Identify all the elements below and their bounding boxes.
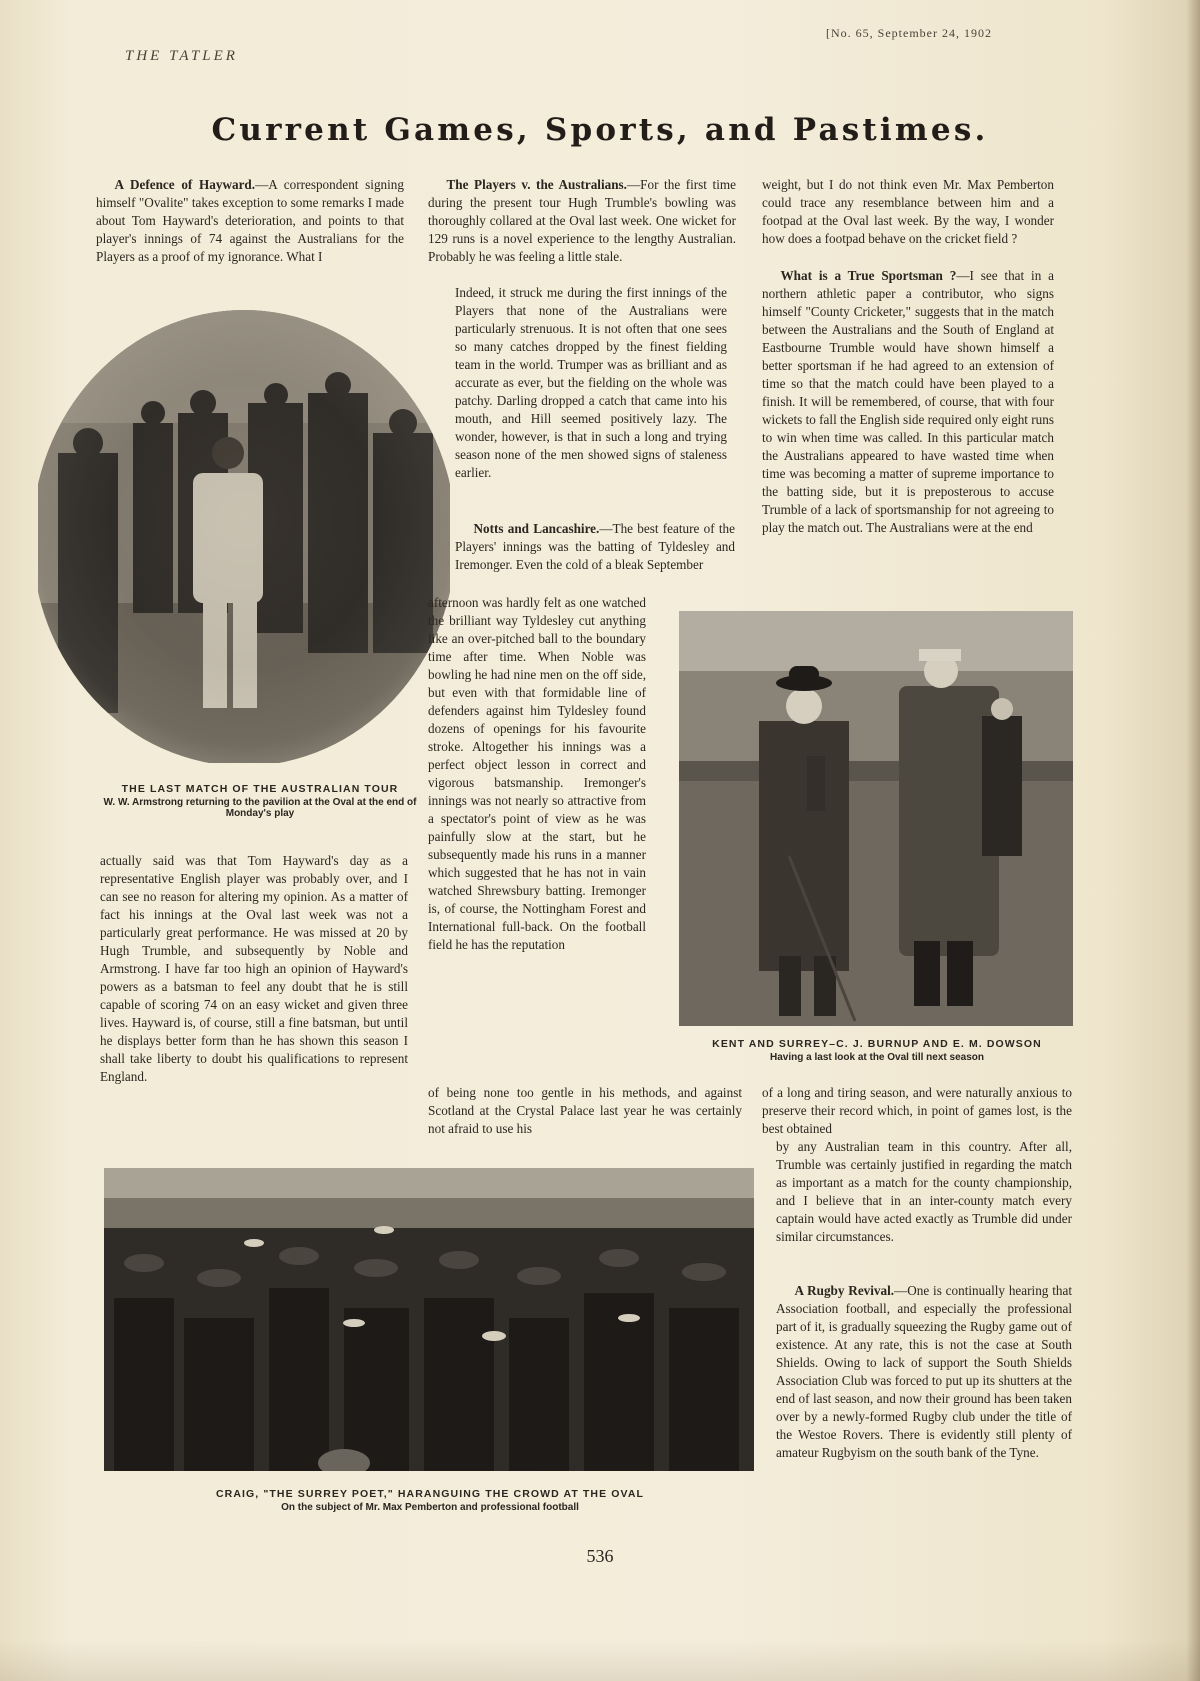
heading-notts-and-lancashire: Notts and Lancashire.	[473, 521, 600, 536]
paragraph-hayward-intro: —A correspondent signing himself "Ovalite" takes exception to some remarks I made about Tom Hayward's deterioration, and points to that player's innings of 74 against the Australians for the Players as a proof of my ignorance. What I	[96, 177, 404, 264]
paragraph-footpad: weight, but I do not think even Mr. Max Pemberton could trace any resemblance between him and a footpad at the Oval last week. By the way, I wonder how does a footpad behave on the cricket field ?	[762, 177, 1054, 246]
paragraph-tyldesley: afternoon was hardly felt as one watched the brilliant way Tyldesley cut anything like an over-pitched ball to the boundary time after time. When Noble was bowling he had nine men on the off side, but even with that formidable line of defenders against him Tyldesley found dozens of openings for his favourite stroke. Altogether his innings was a perfect object lesson in correct and vigorous batsmanship. Iremonger's innings was not nearly so attractive from a spectator's point of view as he was painfully slow at the start, but he subsequently made his runs in a manner which suggested that he has not in vain watched Shrewsbury batting. Iremonger is, of course, the Nottingham Forest and International full-back. On the football field he has the reputation	[428, 595, 646, 952]
paragraph-hayward-continued: actually said was that Tom Hayward's day as a representative English player was probably over, and I can see no reason for altering my opinion. As a matter of fact his innings at the Oval last week was not a particularly great performance. He was missed at 20 by Hugh Trumble, and subsequently by Noble and Armstrong. I have far too high an opinion of Hayward's powers as a batsman to feel any doubt that he is still capable of scoring 74 on an easy wicket and given three lives. Hayward is, of course, still a fine batsman, but until he displays better form than he has shown this season I shall take liberty to doubt his qualifications to represent England.	[100, 853, 408, 1084]
caption-title-armstrong: THE LAST MATCH OF THE AUSTRALIAN TOUR	[121, 783, 399, 795]
caption-sub-armstrong: W. W. Armstrong returning to the pavilion at the Oval at the end of Monday's play	[103, 797, 417, 819]
heading-defence-of-hayward: A Defence of Hayward.	[114, 177, 256, 192]
paragraph-rugby-revival: —One is continually hearing that Association football, and especially the professional part of it, is gradually squeezing the Rugby game out of existence. At any rate, this is not the case at South Shields. Owing to lack of support the South Shields Association Club was forced to put up its shutters at the end of last season, and now their ground has been taken over by a newly-formed Rugby club under the title of the Westoe Rovers. There is evidently still plenty of amateur Rugbyism on the south bank of the Tyne.	[776, 1283, 1072, 1460]
caption-photo-armstrong	[90, 783, 430, 819]
heading-true-sportsman: What is a True Sportsman ?	[780, 268, 957, 283]
article-rugby-revival	[776, 1282, 1072, 1462]
page-number: 536	[586, 1546, 614, 1566]
caption-photo-craig	[110, 1488, 750, 1513]
article-footpad	[762, 176, 1054, 248]
article-players-australians	[428, 176, 736, 266]
article-notts-lancashire	[455, 520, 735, 574]
article-notts-end	[428, 1084, 742, 1138]
caption-title-craig: CRAIG, "THE SURREY POET," HARANGUING THE CROWD AT THE OVAL	[215, 1488, 645, 1500]
page-bottom-shade	[0, 1640, 1200, 1681]
article-hayward-continued	[100, 852, 408, 1086]
paragraph-iremonger-end: of being none too gentle in his methods, and against Scotland at the Crystal Palace last year he was certainly not afraid to use his	[428, 1085, 742, 1136]
article-players-australians-wrap	[455, 284, 727, 482]
article-hayward-intro	[96, 176, 404, 266]
paragraph-season-record: of a long and tiring season, and were naturally anxious to preserve their record which, in point of games lost, is the best obtained	[762, 1085, 1072, 1136]
caption-sub-craig: On the subject of Mr. Max Pemberton and professional football	[281, 1502, 579, 1513]
heading-players-v-australians: The Players v. the Australians.	[446, 177, 627, 192]
paragraph-county-championship: by any Australian team in this country. After all, Trumble was certainly justified in regarding the match as important as a match for the county championship, and I believe that in an inter-county match every captain would have acted exactly as Trumble did under similar circumstances.	[776, 1139, 1072, 1244]
page-title: Current Games, Sports, and Pastimes.	[211, 112, 989, 148]
running-title: THE TATLER	[125, 48, 238, 64]
issue-info: [No. 65, September 24, 1902	[826, 26, 992, 40]
caption-sub-burnup-dowson: Having a last look at the Oval till next season	[770, 1052, 984, 1063]
article-notts-narrow	[428, 594, 646, 954]
paragraph-true-sportsman: —I see that in a northern athletic paper a contributor, who signs himself "County Cricketer," suggests that in the match between the Australians and the South of England at Eastbourne Trumble would have shown himself a better sportsman if he had agreed to an extension of time so that the match could have been played to a finish. It will be remembered, of course, that with four wickets to fall the English side required only eight runs to win when time was called. In this particular match the Australians appeared to have wasted time when time was becoming a matter of supreme importance to the batting side, but it is preposterous to accuse Trumble of a lack of sportsmanship for not agreeing to play the match out. The Australians were at the end	[762, 268, 1054, 535]
caption-title-burnup-dowson: KENT AND SURREY–C. J. BURNUP AND E. M. DOWSON	[712, 1038, 1042, 1050]
photo-armstrong-pavilion	[38, 303, 450, 763]
article-true-sportsman	[762, 267, 1054, 537]
heading-rugby-revival: A Rugby Revival.	[794, 1283, 895, 1298]
paragraph-players-intro: —For the first time during the present tour Hugh Trumble's bowling was thoroughly collared at the Oval last week. One wicket for 129 runs is a novel experience to the lengthy Australian. Probably he was feeling a little stale.	[428, 177, 736, 264]
photo-craig-crowd	[104, 1168, 754, 1471]
article-australians-season	[762, 1084, 1072, 1138]
paragraph-notts-intro: —The best feature of the Players' innings was the batting of Tyldesley and Iremonger. Even the cold of a bleak September	[455, 521, 735, 572]
caption-photo-burnup-dowson	[662, 1038, 1092, 1063]
photo-burnup-dowson	[679, 611, 1073, 1026]
page-edge-shadow	[1186, 0, 1200, 1681]
paragraph-players-fielding: Indeed, it struck me during the first innings of the Players that none of the Australians were particularly strenuous. It is not often that one sees so many catches dropped by the finest fielding team in the world. Trumper was as brilliant and as accurate as ever, but the fielding on the whole was patchy. Darling dropped a catch that came into his mouth, and Hill seemed positively lazy. The wonder, however, is that in such a long and trying season none of the men showed signs of staleness earlier.	[455, 285, 727, 480]
article-australians-season-wrap	[776, 1138, 1072, 1246]
